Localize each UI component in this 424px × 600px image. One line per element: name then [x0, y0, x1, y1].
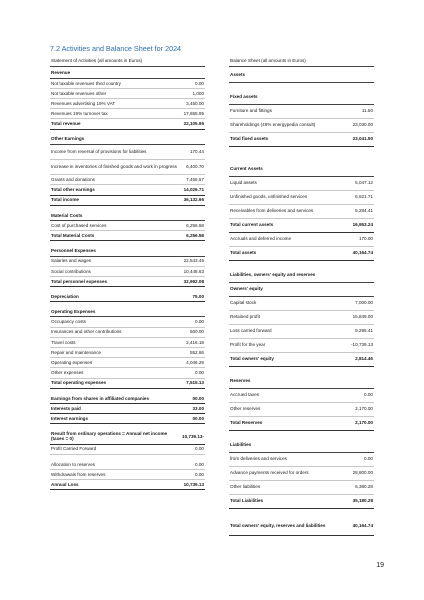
row-label: Receivables from deliveries and services: [230, 208, 314, 214]
row-label: Capital stock: [230, 300, 257, 306]
row-value: 23,030.00: [352, 122, 373, 128]
row-value: 32,992.08: [183, 278, 204, 284]
row-value: 28,800.00: [352, 470, 373, 476]
row-value: 5,047.12: [355, 180, 373, 186]
row-label: Repair and maintenance: [51, 349, 102, 355]
balance-header: Balance Sheet (all amounts in Euros): [229, 57, 374, 67]
row-label: Interest earnings: [51, 415, 89, 421]
row-value: 4,046.29: [186, 360, 204, 366]
row-label: Total current assets: [230, 222, 274, 228]
table-row: [229, 467, 374, 481]
table-row: [229, 177, 374, 191]
table-row: [50, 267, 205, 277]
row-label: Accruals and deferred income: [230, 236, 292, 242]
row-value: 1,000: [192, 90, 204, 96]
table-row: [229, 481, 374, 495]
row-label: Increase in inventories of finished goods and work in progress: [51, 164, 177, 170]
row-value: 2,814.46: [355, 356, 373, 362]
table-row: [50, 221, 205, 231]
row-value: 170.44: [189, 149, 204, 155]
row-label: Revenues advertising 19% VAT: [51, 100, 116, 106]
section-heading: [50, 246, 205, 256]
revenue-block: [50, 69, 205, 130]
row-label: Not taxable revenues third country: [51, 80, 121, 86]
table-row: [229, 105, 374, 119]
row-value: 500.00: [189, 329, 204, 335]
section-label: Liabilities, owners' equity and reserves: [230, 272, 316, 278]
table-row: [50, 160, 205, 175]
total-row: [229, 417, 374, 431]
table-row: [229, 403, 374, 417]
table-row: [50, 79, 205, 89]
table-row: [50, 109, 205, 119]
row-label: Occupancy costs: [51, 319, 86, 325]
row-label: Profit Carried Forward: [51, 446, 97, 452]
table-row: [50, 338, 205, 348]
depreciation-block: [50, 292, 205, 302]
table-row: [50, 358, 205, 368]
operating-block: [50, 307, 205, 389]
row-value: 3,450.00: [186, 100, 204, 106]
row-label: Interests paid: [51, 405, 81, 411]
table-row: [50, 348, 205, 358]
row-value: 10,739.13: [183, 481, 204, 487]
row-value: 7,515.13: [186, 380, 204, 386]
row-label: Other expenses: [51, 370, 84, 376]
depreciation-row: [50, 292, 205, 302]
row-value: 7,455.57: [186, 177, 204, 183]
row-value: 6,400.70: [186, 164, 204, 170]
total-assets-row: [229, 247, 374, 261]
row-label: Insurances and other contributions: [51, 329, 122, 335]
table-row: [50, 445, 205, 455]
table-row: [50, 89, 205, 99]
section-heading: [50, 69, 205, 79]
table-row: [229, 311, 374, 325]
row-label: Total fixed assets: [230, 136, 269, 142]
row-label: Advance payments received for orders: [230, 470, 309, 476]
activities-header: Statement of Activities (all amounts in Euros): [50, 57, 205, 67]
table-row: [229, 205, 374, 219]
row-label: Furniture and fittings: [230, 108, 272, 114]
row-label: Accrued taxes: [230, 392, 260, 398]
result-row: [50, 429, 205, 444]
section-label: Current Assets: [230, 166, 263, 172]
row-label: Total revenue: [51, 121, 81, 127]
table-row: [50, 145, 205, 160]
table-row: [229, 191, 374, 205]
total-row: [229, 353, 374, 367]
table-row: [50, 328, 205, 338]
row-value: 33.00: [192, 405, 204, 411]
table-row: [50, 404, 205, 414]
row-value: 6,621.71: [355, 194, 373, 200]
table-row: [50, 99, 205, 109]
row-label: Not taxable revenues other: [51, 90, 107, 96]
total-row: [229, 133, 374, 147]
material-costs-block: [50, 211, 205, 242]
total-row: [50, 379, 205, 389]
total-row: [229, 219, 374, 233]
table-row: [50, 317, 205, 327]
row-value: 00.00: [192, 395, 204, 401]
total-row: [229, 495, 374, 509]
table-row: [50, 470, 205, 480]
row-value: 75.00: [192, 293, 204, 299]
row-value: 0.00: [195, 446, 204, 452]
row-value: 16,953.24: [352, 222, 373, 228]
row-label: Total personnel expenses: [51, 278, 108, 284]
section-heading: [50, 307, 205, 317]
table-row: [50, 394, 205, 404]
table-row: [229, 119, 374, 133]
row-value: 0.00: [364, 392, 373, 398]
grand-total-row: [229, 517, 374, 536]
row-label: Unfinished goods, unfinished services: [230, 194, 308, 200]
row-value: 6,380.28: [355, 484, 373, 490]
row-value: 10,739.13-: [182, 433, 204, 439]
table-row: [229, 453, 374, 467]
row-label: Total other earnings: [51, 187, 95, 193]
row-label: Withdrawals from reserves: [51, 471, 106, 477]
table-row: [229, 339, 374, 353]
row-label: Total Material Costs: [51, 232, 95, 238]
table-row: [50, 460, 205, 470]
section-label: Liabilities: [230, 442, 252, 448]
section-label: Assets: [230, 72, 246, 78]
total-income-row: [50, 196, 205, 206]
row-value: 11.50: [361, 108, 373, 114]
row-value: 17,655.95: [183, 111, 204, 117]
row-label: Other liabilities: [230, 484, 261, 490]
row-value: -10,739.13: [351, 342, 373, 348]
row-value: 0.00: [195, 471, 204, 477]
row-label: Profit for the year: [230, 342, 266, 348]
row-label: Total Liabilities: [230, 498, 264, 504]
row-value: 0.00: [364, 456, 373, 462]
row-value: 5,284.41: [355, 208, 373, 214]
row-value: 0.00: [195, 80, 204, 86]
row-label: Retained profit: [230, 314, 260, 320]
total-row: [50, 185, 205, 195]
row-label: Total owners' equity, reserves and liabilities: [230, 522, 326, 528]
row-value: 2,170.00: [355, 420, 373, 426]
row-value: 9,295.41: [355, 328, 373, 334]
annual-loss-row: [50, 480, 205, 490]
row-label: Total assets: [230, 250, 257, 256]
row-label: Operating expenses: [51, 360, 93, 366]
row-label: Result from ordinary operations = Annual net income (taxes = 0): [51, 430, 168, 442]
row-label: Grants and donations: [51, 177, 95, 183]
table-row: [50, 175, 205, 185]
row-label: Social contributions: [51, 268, 91, 274]
row-label: Annual Loss: [51, 481, 79, 487]
row-value: 23,041.50: [352, 136, 373, 142]
table-row: [50, 414, 205, 424]
row-value: 36,132.66: [183, 197, 204, 203]
row-label: Total income: [51, 197, 79, 203]
row-label: Liquid assets: [230, 180, 257, 186]
row-label: Total Reserves: [230, 420, 263, 426]
section-heading: [50, 211, 205, 221]
section-heading: [50, 135, 205, 145]
row-value: 40,164.74: [352, 522, 373, 528]
reserves-block: [50, 460, 205, 491]
row-label: Other reserves: [230, 406, 261, 412]
reserves-heading: [229, 375, 374, 389]
row-value: 40,164.74: [352, 250, 373, 256]
row-value: 0.00: [195, 319, 204, 325]
table-row: [229, 325, 374, 339]
page-title: 7.2 Activities and Balance Sheet for 2024: [50, 44, 182, 53]
section-label: Reserves: [230, 378, 251, 384]
row-value: 170.00: [358, 236, 373, 242]
row-value: 2,170.00: [355, 406, 373, 412]
total-row: [50, 231, 205, 241]
row-value: 0.00: [195, 461, 204, 467]
activities-statement: [50, 57, 205, 495]
row-label: Depreciation: [51, 293, 79, 299]
row-value: 7,000.00: [355, 300, 373, 306]
row-value: 35,180.28: [352, 498, 373, 504]
row-label: Shareholdings (49% energypedia consult): [230, 122, 316, 128]
row-value: 15,849.00: [352, 314, 373, 320]
row-value: 6,256.58: [186, 232, 204, 238]
section-label: Operating Expenses: [51, 309, 96, 315]
row-label: Revenues 19% turnover tax: [51, 111, 108, 117]
personnel-block: [50, 246, 205, 287]
section-label: Fixed assets: [230, 94, 258, 100]
total-row: [50, 277, 205, 287]
row-label: Travel costs: [51, 339, 76, 345]
row-value: 00.00: [192, 415, 204, 421]
row-label: Allocation to reserves: [51, 461, 95, 467]
owners-equity-heading: [229, 283, 374, 297]
liabilities-equity-heading: [229, 269, 374, 283]
row-value: 2,416.18: [186, 339, 204, 345]
row-label: Total operating expenses: [51, 380, 107, 386]
total-row: [50, 119, 205, 129]
table-row: [229, 297, 374, 311]
row-label: Income from reversal of provisions for liabilities: [51, 149, 147, 155]
financial-block: [50, 394, 205, 425]
page-number: 19: [376, 562, 384, 569]
section-label: Other Earnings: [51, 136, 85, 142]
table-row: [50, 368, 205, 378]
row-value: 6,256.58: [186, 222, 204, 228]
row-label: Loss carried forward: [230, 328, 272, 334]
other-earnings-block: [50, 135, 205, 206]
fixed-assets-heading: [229, 91, 374, 105]
row-label: Earnings from shares in affiliated companies: [51, 395, 150, 401]
row-value: 22,543.45: [183, 258, 204, 264]
balance-sheet: [229, 57, 374, 536]
section-label: Personnel Expenses: [51, 248, 96, 254]
assets-heading: [229, 69, 374, 83]
row-value: 22,105.95: [183, 121, 204, 127]
result-block: [50, 429, 205, 454]
table-row: [50, 257, 205, 267]
row-label: Total owners' equity: [230, 356, 274, 362]
row-value: 0.00: [195, 370, 204, 376]
current-assets-heading: [229, 163, 374, 177]
liabilities-heading: [229, 439, 374, 453]
table-row: [229, 233, 374, 247]
table-row: [229, 389, 374, 403]
row-label: from deliveries and services: [230, 456, 287, 462]
section-label: Revenue: [51, 70, 71, 76]
row-value: 10,448.63: [183, 268, 204, 274]
row-label: Cost of purchased services: [51, 222, 107, 228]
section-label: Material Costs: [51, 212, 83, 218]
row-value: 14,026.71: [183, 187, 204, 193]
row-value: 552.66: [189, 349, 204, 355]
section-label: Owners' equity: [230, 286, 263, 292]
row-label: Salaries and wages: [51, 258, 92, 264]
